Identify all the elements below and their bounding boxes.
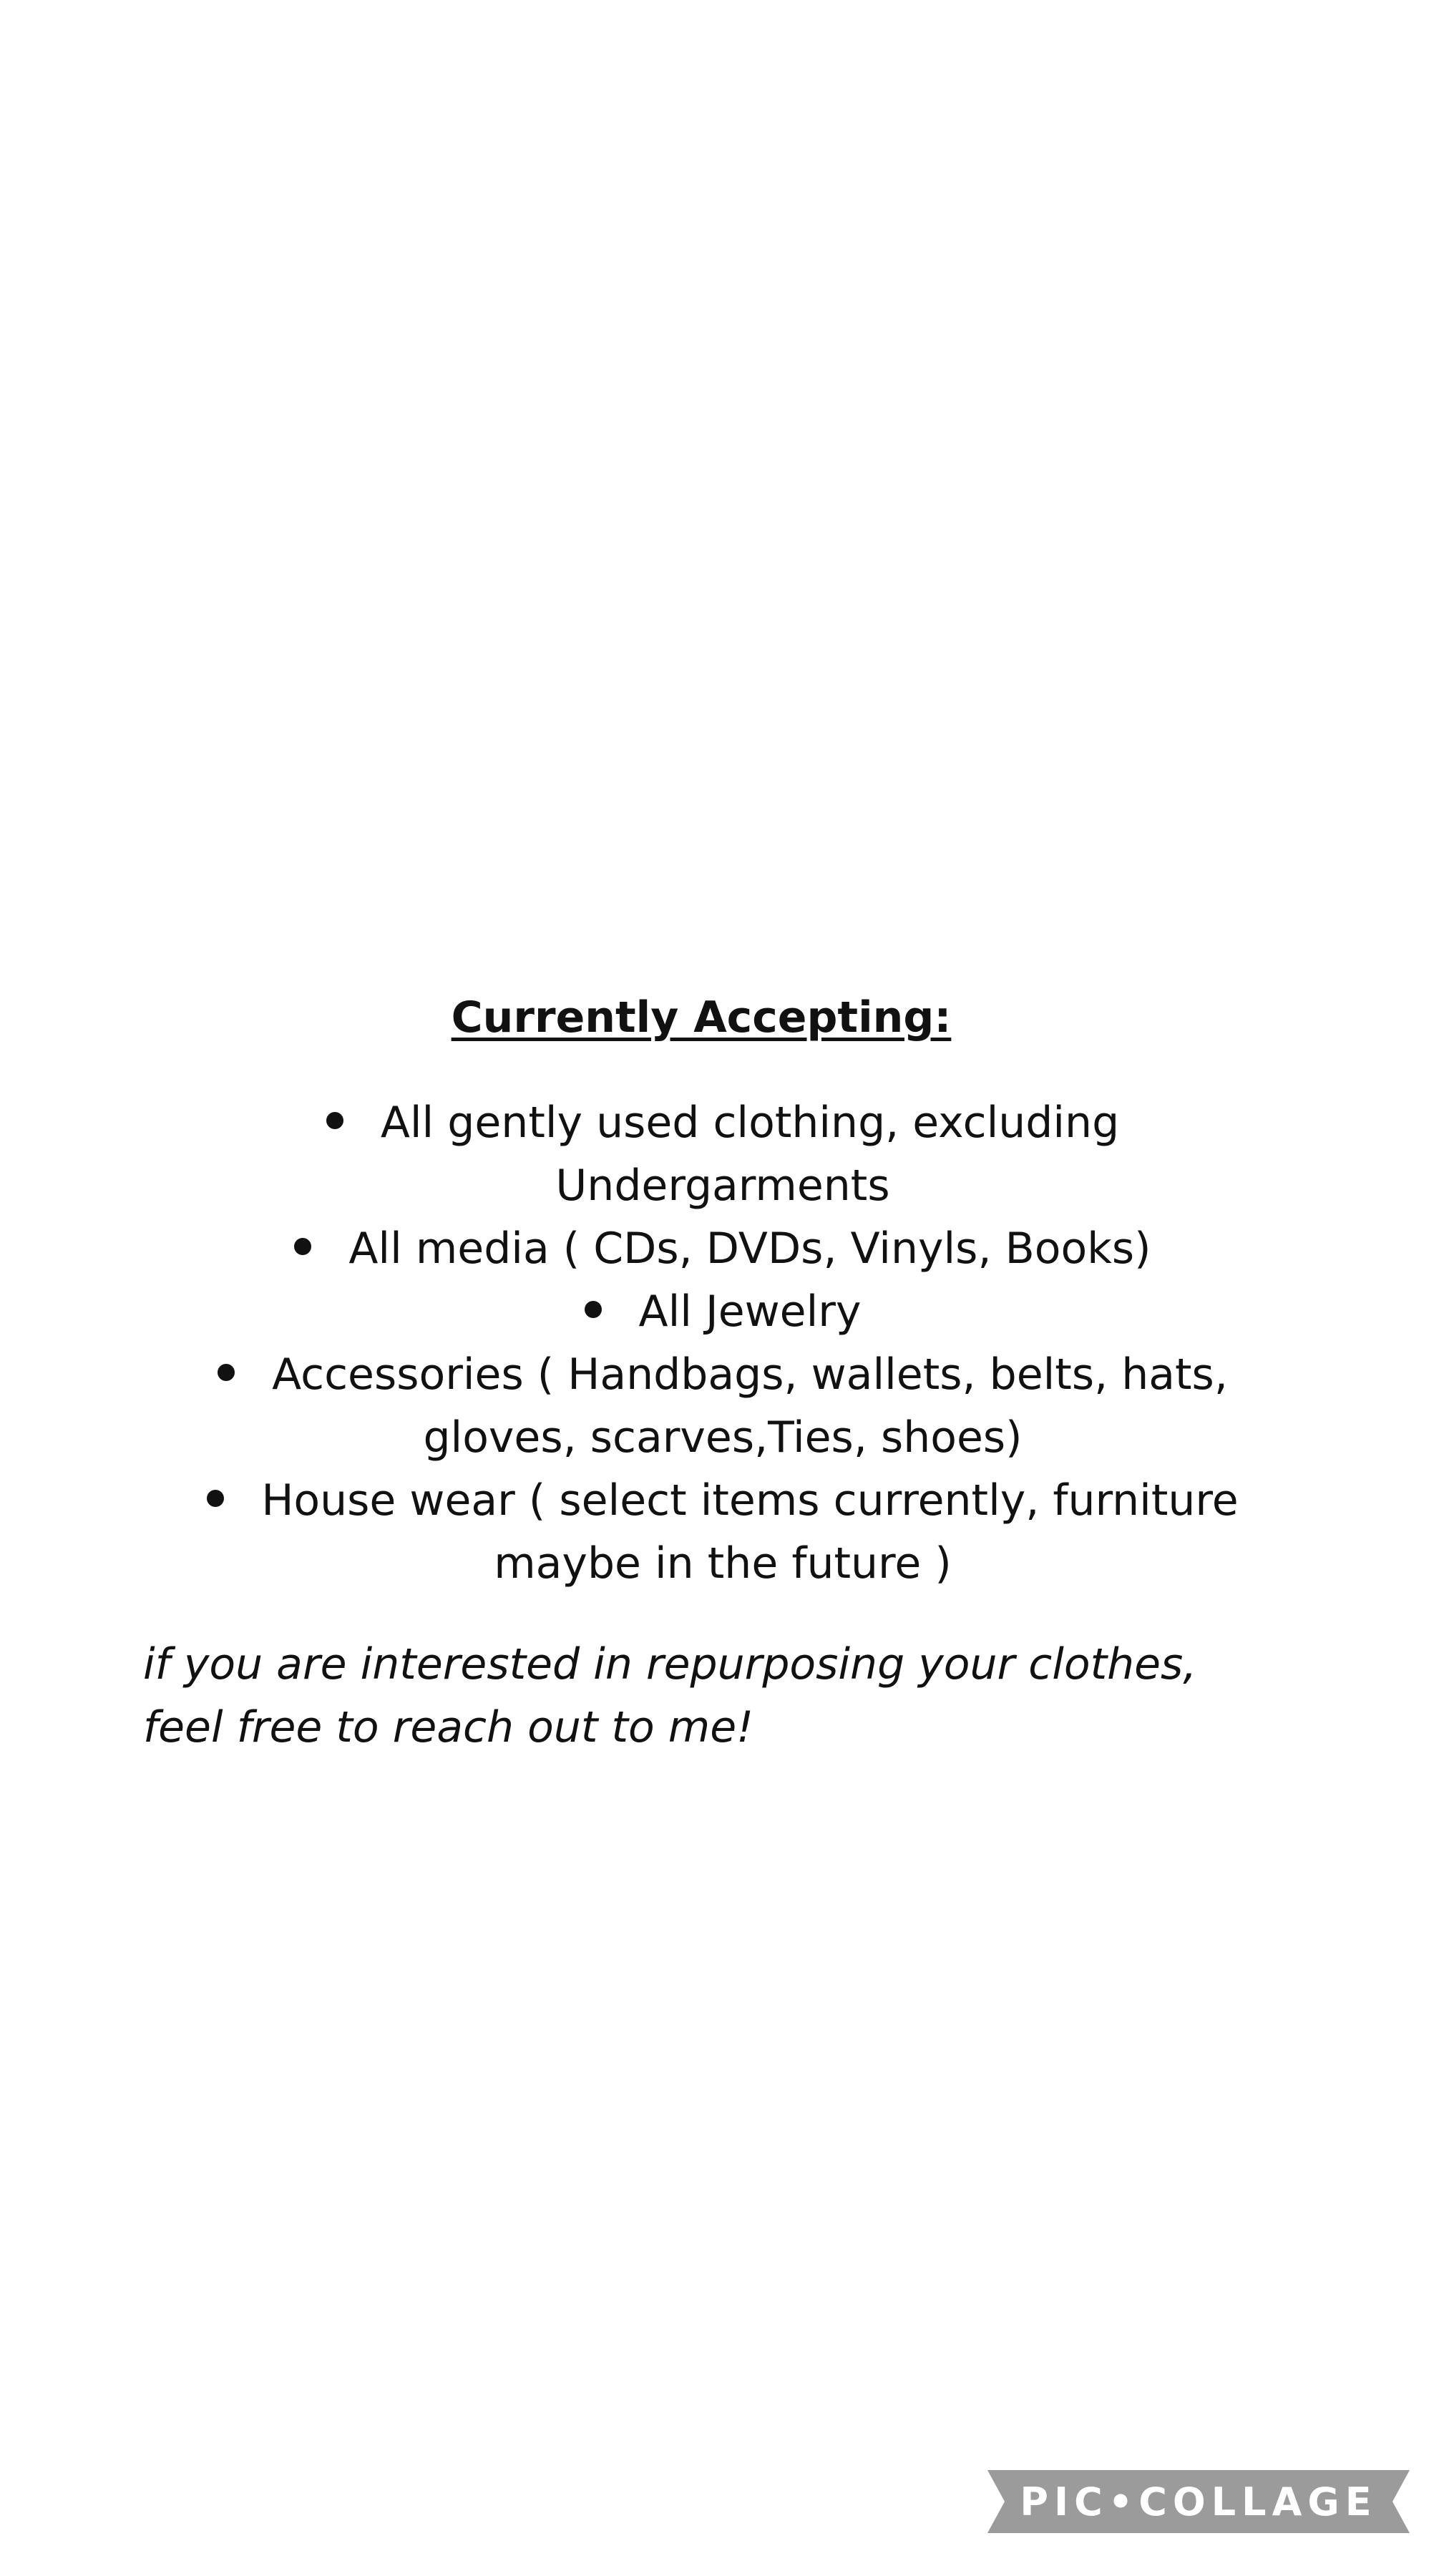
list-item-text: House wear ( select items currently, furniture bbox=[261, 1475, 1239, 1526]
bullet-icon bbox=[585, 1301, 602, 1318]
list-item-text: All gently used clothing, excluding bbox=[380, 1098, 1120, 1148]
bullet-icon bbox=[326, 1112, 343, 1129]
list-item-text-continued: maybe in the future ) bbox=[494, 1538, 952, 1589]
closing-line-2: feel free to reach out to me! bbox=[143, 1702, 754, 1752]
closing-note bbox=[143, 1633, 1324, 1759]
list-item-text: All media ( CDs, DVDs, Vinyls, Books) bbox=[348, 1224, 1151, 1274]
bullet-icon bbox=[294, 1238, 311, 1255]
accepted-items-list bbox=[186, 1091, 1259, 1595]
closing-line-1: if you are interested in repurposing your clothes, bbox=[143, 1639, 1197, 1689]
list-item-accessories bbox=[186, 1343, 1259, 1469]
list-item-text: All Jewelry bbox=[638, 1287, 862, 1337]
list-item-text: Accessories ( Handbags, wallets, belts, hats, bbox=[272, 1350, 1228, 1400]
pic-collage-watermark bbox=[987, 2470, 1410, 2533]
bullet-icon bbox=[218, 1364, 235, 1381]
list-item-jewelry bbox=[186, 1280, 1259, 1343]
list-item-house-wear bbox=[186, 1469, 1259, 1595]
list-item-clothing bbox=[186, 1091, 1259, 1217]
bullet-icon bbox=[207, 1490, 224, 1507]
watermark-text: PIC•COLLAGE bbox=[1020, 2479, 1377, 2524]
list-item-media bbox=[186, 1217, 1259, 1280]
list-item-text-continued: Undergarments bbox=[555, 1161, 890, 1211]
list-item-text-continued: gloves, scarves,Ties, shoes) bbox=[423, 1413, 1023, 1463]
heading-currently-accepting: Currently Accepting: bbox=[451, 992, 952, 1043]
